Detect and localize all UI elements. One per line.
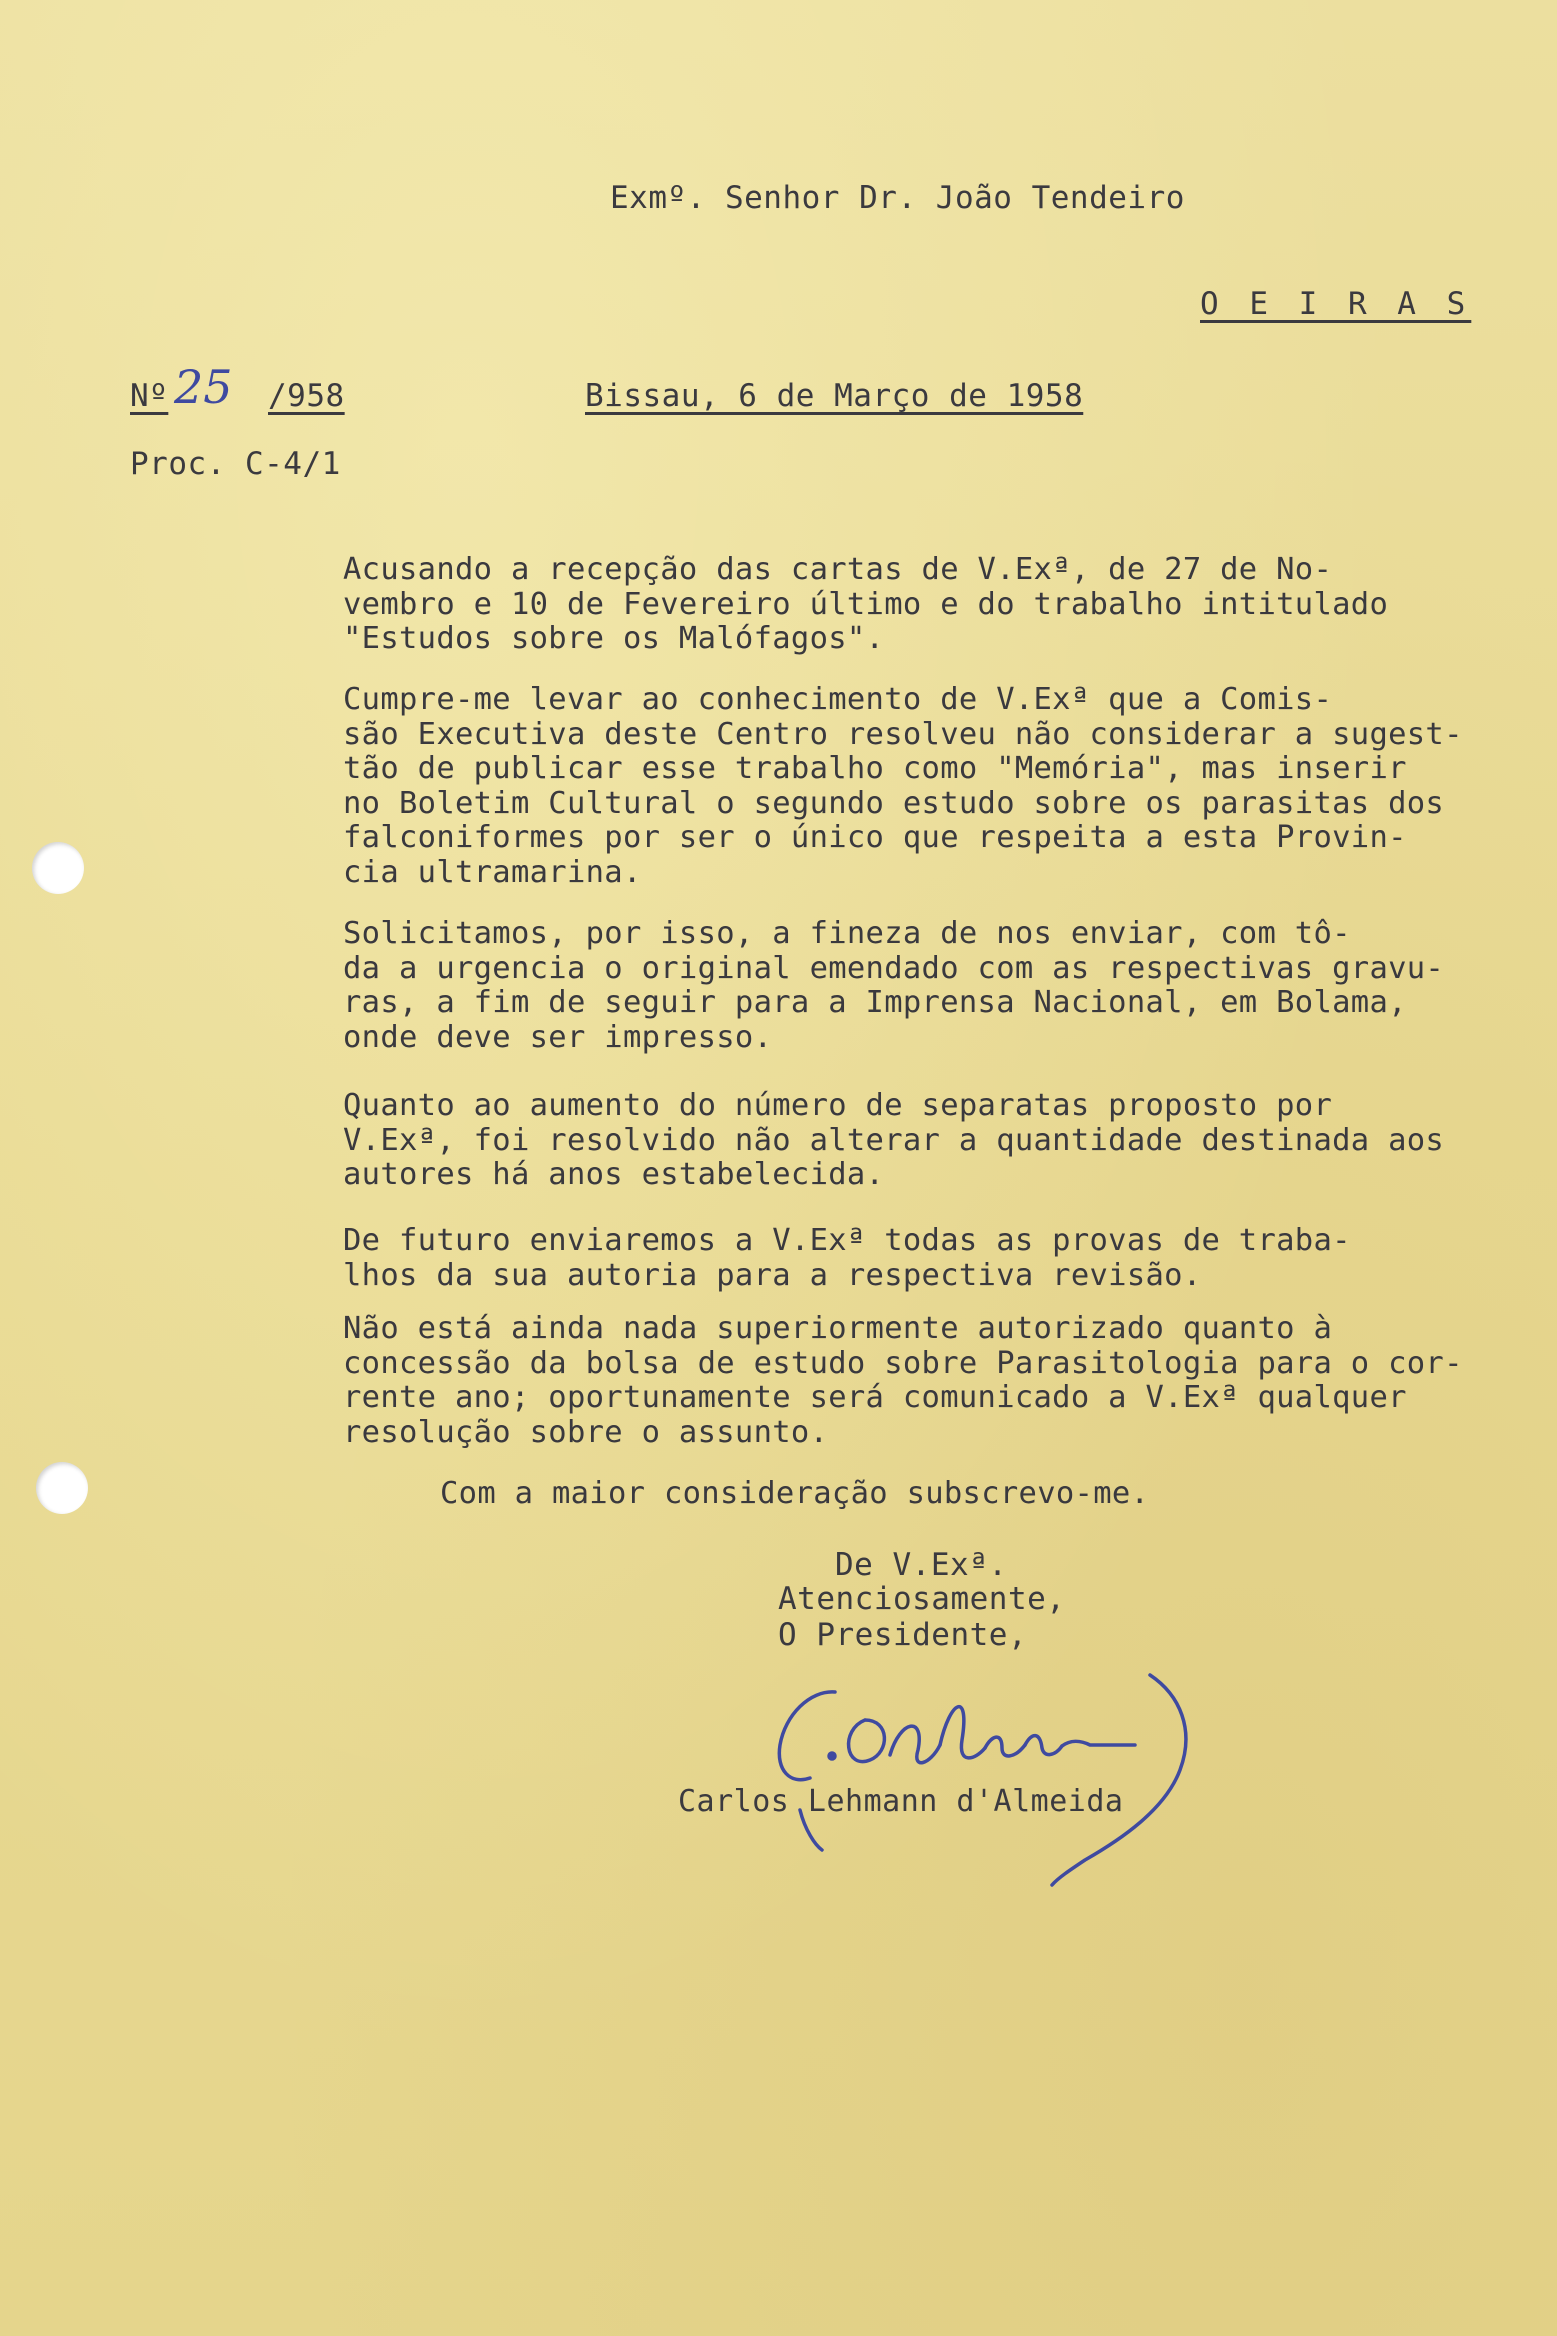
punch-hole-top <box>32 842 84 894</box>
closing-line-3: O Presidente, <box>778 1617 1028 1653</box>
body-paragraph-1: Acusando a recepção das cartas de V.Exª, de 27 de No- vembro e 10 de Fevereiro último e do trabalho intitulado "Estudos sobre os Malófagos". <box>343 552 1389 656</box>
reference-number-suffix: /958 <box>268 378 345 414</box>
signatory-name: Carlos Lehmann d'Almeida <box>678 1784 1124 1819</box>
body-paragraph-3: Solicitamos, por isso, a fineza de nos enviar, com tô- da a urgencia o original emendado com as respectivas gravu- ras, a fim de seguir para a Imprensa Nacional, em Bolama, onde deve ser impresso. <box>343 916 1445 1055</box>
reference-number-prefix: Nº <box>130 378 169 414</box>
destination: O E I R A S <box>1200 286 1472 322</box>
body-paragraph-7: Com a maior consideração subscrevo-me. <box>440 1476 1150 1511</box>
addressee: Exmº. Senhor Dr. João Tendeiro <box>610 180 1185 216</box>
body-paragraph-2: Cumpre-me levar ao conhecimento de V.Exª que a Comis- são Executiva deste Centro resolveu não considerar a sugest- tão de publicar esse trabalho como "Memória", mas inserir no Boletim Cultural o segundo estudo sobre os parasitas dos falconiformes por ser o único que respeita a esta Provin- cia ultramarina. <box>343 682 1463 890</box>
reference-number-handwritten: 25 <box>174 360 233 414</box>
body-paragraph-5: De futuro enviaremos a V.Exª todas as provas de traba- lhos da sua autoria para a respectiva revisão. <box>343 1223 1351 1293</box>
body-paragraph-6: Não está ainda nada superiormente autorizado quanto à concessão da bolsa de estudo sobre Parasitologia para o cor- rente ano; oportunamente será comunicado a V.Exª qualquer resolução sobre o assunto. <box>343 1311 1463 1450</box>
place-date: Bissau, 6 de Março de 1958 <box>585 378 1084 414</box>
body-paragraph-4: Quanto ao aumento do número de separatas proposto por V.Exª, foi resolvido não alterar a quantidade destinada aos autores há anos estabelecida. <box>343 1088 1445 1192</box>
process-reference: Proc. C-4/1 <box>130 446 341 482</box>
closing-line-1: De V.Exª. <box>835 1547 1008 1583</box>
closing-line-2: Atenciosamente, <box>778 1581 1066 1617</box>
reference-number <box>130 360 370 420</box>
handwritten-signature <box>740 1660 1200 1890</box>
punch-hole-bottom <box>36 1462 88 1514</box>
